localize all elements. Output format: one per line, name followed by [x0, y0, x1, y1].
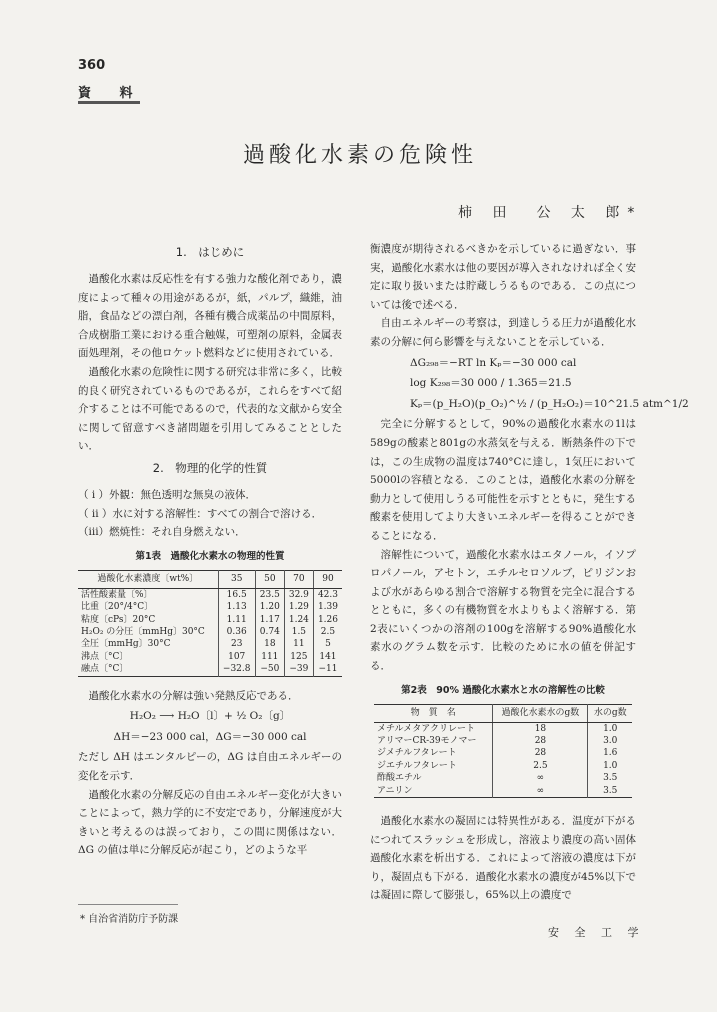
right-column: [370, 240, 689, 905]
table-header-cell: 過酸化水素濃度〔wt%〕: [78, 571, 218, 588]
table-cell: メチルメタアクリレート: [377, 723, 476, 734]
section-heading-introduction: 1. はじめに: [175, 245, 245, 259]
table-cell: 32.9: [284, 588, 313, 601]
section-tag: 資 料: [78, 86, 145, 101]
equation-kp: Kₚ＝(p_H₂O)(p_O₂)^½ / (p_H₂O₂)＝10^21.5 atm^1/2: [410, 397, 689, 410]
equation-log-k: log K₂₉₈＝30 000 / 1.365＝21.5: [410, 377, 572, 390]
paragraph-freezing: 過酸化水素水の凝固には特異性がある．温度が下がるにつれてスラッシュを形成し，溶液より濃度の高い固体過酸化水素を析出する．これによって溶液の濃度は下がり，凝固点も下がる．過酸化水素水の濃度が45%以下では凝固に際して膨張し，65%以上の濃度で: [370, 815, 636, 902]
table-cell: 0.74: [255, 626, 284, 638]
table-row: [78, 626, 342, 638]
table-cell: 全圧〔mmHg〕30°C: [81, 639, 171, 650]
table-cell: 1.39: [313, 601, 342, 613]
paragraph-decomposition: 過酸化水素水の分解は強い発熱反応である．: [88, 689, 299, 702]
table-header-cell: 50: [255, 571, 284, 588]
table-cell: 沸点〔°C〕: [81, 651, 129, 662]
table-header-cell: 物 質 名: [374, 705, 493, 722]
table-solubility-comparison: [374, 704, 632, 798]
table-row: [374, 785, 632, 798]
table-cell: 141: [313, 651, 342, 663]
table-cell: 1.5: [284, 626, 313, 638]
table-cell: 3.5: [588, 772, 632, 784]
paragraph-complete-decomposition: 完全に分解するとして，90%の過酸化水素水の1lは589gの酸素と801gの水蒸気を与える．断熱条件の下では，この生成物の温度は740°Cに達し，1気圧において5000lの容積となる．このことは，過酸化水素の分解を動力として使用しうる可能性を示すとともに，発生する酸素を使用してより大きいエネルギーを得ることができることになる．: [370, 418, 636, 542]
table-header-row: [78, 571, 342, 588]
table-row: [374, 760, 632, 772]
table-cell: 23.5: [255, 588, 284, 601]
table-cell: 1.13: [218, 601, 255, 613]
paragraph-pressure: 自由エネルギーの考察は，到達しうる圧力が過酸化水素の分解に何ら影響を与えないことを示している．: [370, 317, 636, 348]
table-cell: 125: [284, 651, 313, 663]
table-cell: ∞: [493, 772, 588, 784]
table-row: [78, 651, 342, 663]
paragraph-free-energy: 過酸化水素の分解反応の自由エネルギー変化が大きいことによって，熱力学的に不安定であり，分解速度が大きいと考えるのは誤っており，この間に関係はない．ΔG の値は単に分解反応が起こり，どのような平: [78, 788, 342, 857]
table-cell: 3.0: [588, 735, 632, 747]
table-cell: 23: [218, 638, 255, 650]
table-cell: ジメチルフタレート: [377, 748, 457, 759]
table-cell: 1.6: [588, 747, 632, 759]
paragraph-solubility: 溶解性について，過酸化水素水はエタノール，イソプロパノール，アセトン，エチルセロソルブ，ピリジンおよび水があらゆる割合で溶解する物質を完全に混合するとともに，多くの有機物質を水よりもよく溶解する．第2表にいくつかの溶剤の100gを溶解する90%過酸化水素水のグラム数を示す．比較のために水の値を併記する．: [370, 548, 636, 673]
equation-gibbs: ΔG₂₉₈＝−RT ln Kₚ＝−30 000 cal: [410, 356, 577, 369]
table-row: [78, 588, 342, 601]
table-cell: 111: [255, 651, 284, 663]
table2-caption: 第2表 90% 過酸化水素水と水の溶解性の比較: [401, 684, 605, 696]
paragraph-intro-uses: 過酸化水素は反応性を有する強力な酸化剤であり，濃度によって種々の用途があるが，紙，パルプ，織維，油脂，食品などの漂白剤，各種有機合成薬品の中間原料，合成樹脂工業における重合触媒，可塑剤の原料，金属表面処理剤，その他ロケット燃料などに使用されている．: [78, 273, 342, 360]
author-name: 柿 田 公 太 郎*: [458, 205, 643, 221]
left-column: [78, 240, 342, 860]
table-cell: 28: [493, 747, 588, 759]
table-cell: 18: [493, 722, 588, 735]
table-cell: 42.3: [313, 588, 342, 601]
table-header-cell: 90: [313, 571, 342, 588]
table-cell: アリマーCR-39モノマー: [377, 736, 477, 747]
table-physical-properties: [78, 570, 342, 676]
property-solubility: （ ii ）水に対する溶解性：すべての割合で溶ける．: [78, 507, 323, 520]
table-cell: 粘度〔cPs〕20°C: [81, 614, 156, 625]
table-cell: 1.11: [218, 614, 255, 626]
table1-caption: 第1表 過酸化水素水の物理的性質: [135, 550, 285, 562]
table-header-cell: 過酸化水素水のg数: [493, 705, 588, 722]
paragraph-intro-research: 過酸化水素の危険性に関する研究は非常に多く，比較的良く研究されているものであるが，これらをすべて紹介することは不可能であるので，代表的な文献から安全に関して留意すべき諸問題を引用してみることとしたい．: [78, 365, 342, 453]
table-cell: 11: [284, 638, 313, 650]
table-cell: 融点〔°C〕: [81, 664, 129, 675]
table-cell: −39: [284, 663, 313, 676]
table-row: [374, 747, 632, 759]
table-header-row: [374, 705, 632, 722]
table-cell: 1.20: [255, 601, 284, 613]
table-cell: 3.5: [588, 785, 632, 798]
table-cell: アニリン: [377, 785, 413, 796]
table-cell: −32.8: [218, 663, 255, 676]
table-cell: 1.29: [284, 601, 313, 613]
section-heading-properties: 2. 物理的化学的性質: [152, 460, 268, 475]
table-cell: 16.5: [218, 588, 255, 601]
table-row: [374, 772, 632, 784]
table-cell: 1.0: [588, 760, 632, 772]
table-cell: 0.36: [218, 626, 255, 638]
table-cell: 2.5: [493, 760, 588, 772]
table-cell: 1.24: [284, 614, 313, 626]
table-row: [78, 614, 342, 626]
table-cell: −50: [255, 663, 284, 676]
table-cell: −11: [313, 663, 342, 676]
paragraph-continued: 衡濃度が期待されるべきかを示しているに過ぎない．事実，過酸化水素水は他の要因が導入されなければ全く安定に取り扱いまたは貯蔵しうるものである．この点については後で述べる．: [370, 243, 636, 311]
table-row: [78, 638, 342, 650]
table-row: [78, 663, 342, 676]
table-header-cell: 35: [218, 571, 255, 588]
page-number: 360: [78, 58, 106, 73]
property-flammability: （iii）燃焼性：それ自身燃えない．: [78, 526, 246, 539]
journal-name: 安 全 工 学: [548, 926, 645, 939]
table-cell: 1.26: [313, 614, 342, 626]
table-cell: 5: [313, 638, 342, 650]
table-cell: 2.5: [313, 626, 342, 638]
table-header-cell: 70: [284, 571, 313, 588]
table-cell: 1.0: [588, 722, 632, 735]
table-cell: H₂O₂ の分圧〔mmHg〕30°C: [81, 626, 205, 637]
author-affiliation-footnote: * 自治省消防庁予防課: [80, 914, 179, 925]
table-cell: 18: [255, 638, 284, 650]
table-cell: ジエチルフタレート: [377, 760, 457, 771]
property-appearance: （ i ）外観：無色透明な無臭の液体．: [78, 488, 257, 501]
article-title: 過酸化水素の危険性: [242, 143, 477, 168]
equation-energy: ΔH＝−23 000 cal，ΔG＝−30 000 cal: [113, 730, 307, 743]
table-header-cell: 水のg数: [588, 705, 632, 722]
paragraph-energy-note: ただし ΔH はエンタルピーの，ΔG は自由エネルギーの変化を示す．: [78, 751, 342, 782]
table-cell: ∞: [493, 785, 588, 798]
table-cell: 比重〔20°/4°C〕: [81, 602, 154, 613]
table-cell: 活性酸素量〔%〕: [81, 589, 153, 600]
table-cell: 1.17: [255, 614, 284, 626]
table-cell: 107: [218, 651, 255, 663]
footnote-divider: [78, 904, 178, 905]
section-underline: [78, 101, 140, 104]
table-row: [374, 735, 632, 747]
equation-reaction: H₂O₂ ⟶ H₂O〔l〕+ ½ O₂〔g〕: [129, 710, 291, 723]
table-cell: 28: [493, 735, 588, 747]
table-row: [78, 601, 342, 613]
table-row: [374, 722, 632, 735]
table-cell: 酢酸エチル: [377, 773, 422, 784]
